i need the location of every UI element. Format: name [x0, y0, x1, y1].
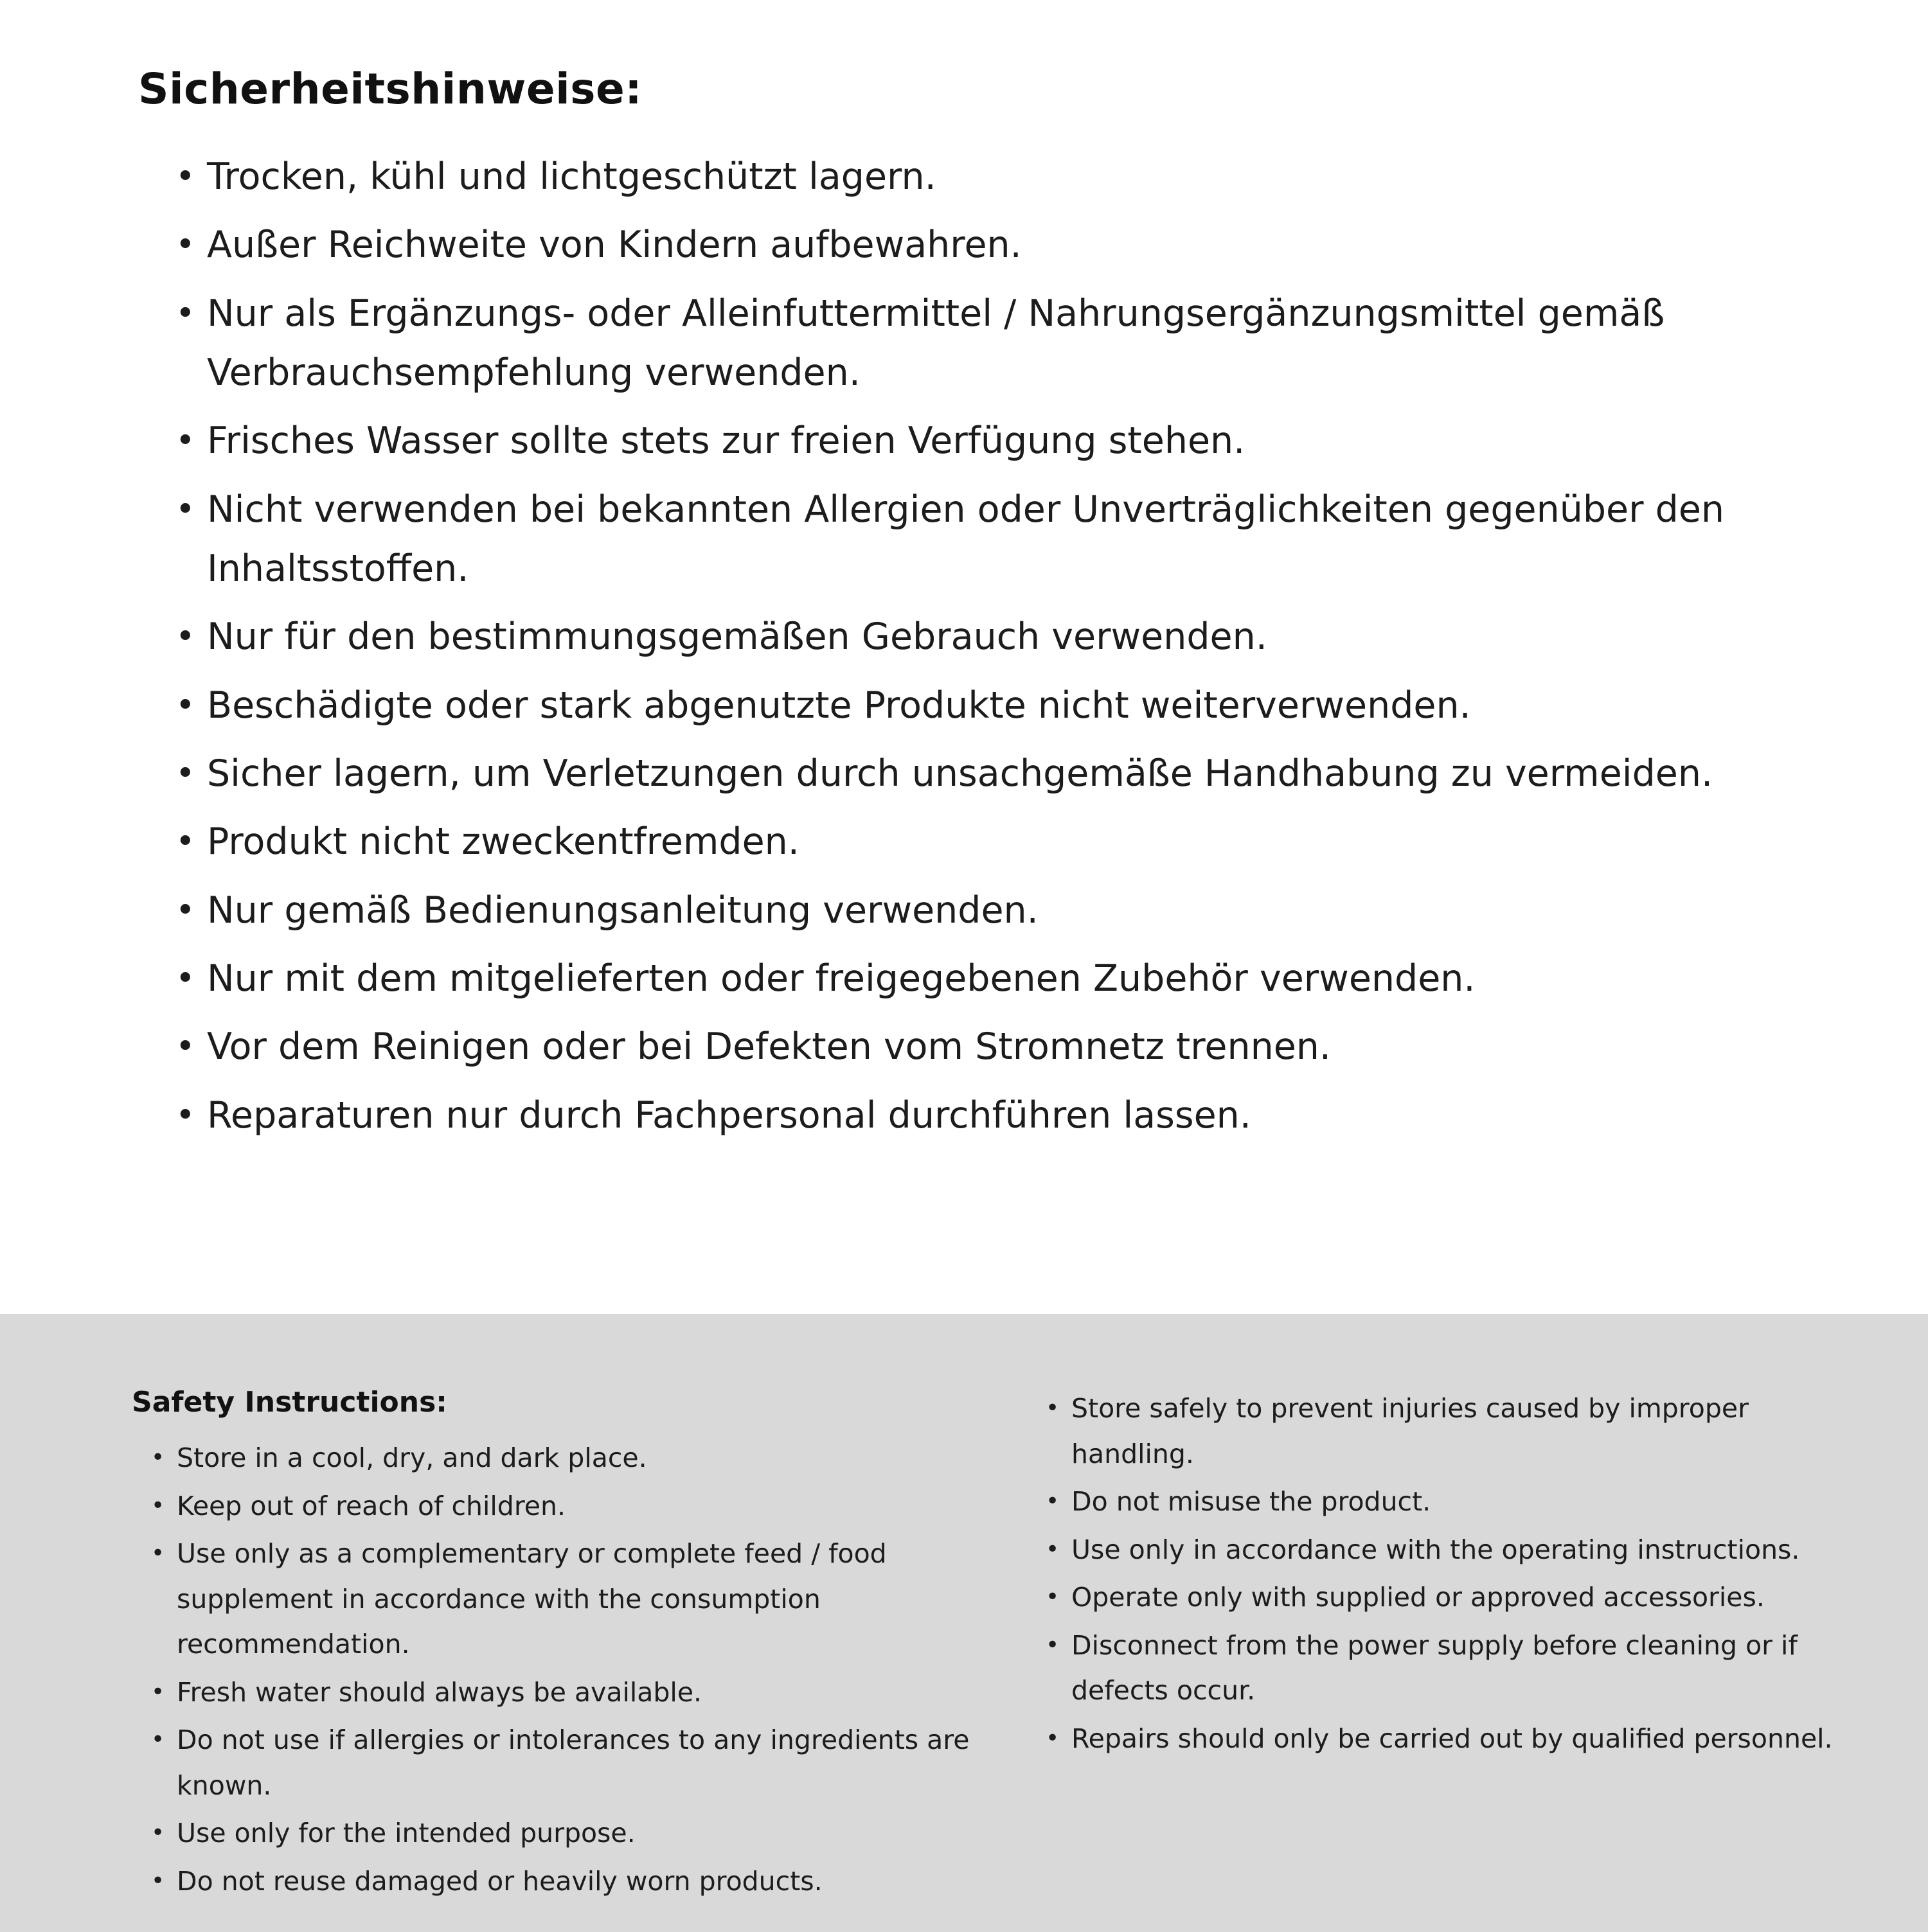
list-item: • Nur für den bestimmungsgemäßen Gebrauch verwenden.	[138, 607, 1812, 666]
list-item: • Reparaturen nur durch Fachpersonal durchführen lassen.	[138, 1086, 1812, 1145]
list-item: • Vor dem Reinigen oder bei Defekten vom Stromnetz trennen.	[138, 1017, 1812, 1076]
list-item: • Außer Reichweite von Kindern aufbewahren.	[138, 215, 1812, 274]
list-item: • Use only for the intended purpose.	[150, 1811, 1012, 1856]
list-item: • Repairs should only be carried out by qualified personnel.	[1044, 1716, 1861, 1762]
english-safety-list-left	[132, 1435, 1012, 1904]
english-heading: Safety Instructions:	[132, 1386, 447, 1419]
list-item: • Use only as a complementary or complete feed / food supplement in accordance with the consumption recommendation.	[150, 1531, 1012, 1667]
list-item: • Nur als Ergänzungs- oder Alleinfuttermittel / Nahrungsergänzungsmittel gemäß Verbrauchsempfehlung verwenden.	[138, 284, 1812, 403]
list-item: • Store safely to prevent injuries caused by improper handling.	[1044, 1386, 1861, 1476]
list-item: • Produkt nicht zweckentfremden.	[138, 812, 1812, 871]
list-item: • Fresh water should always be available.	[150, 1670, 1012, 1715]
list-item: • Do not reuse damaged or heavily worn products.	[150, 1859, 1012, 1904]
english-safety-list-right	[1044, 1386, 1861, 1761]
german-heading: Sicherheitshinweise:	[138, 64, 643, 114]
list-item: • Frisches Wasser sollte stets zur freien Verfügung stehen.	[138, 411, 1812, 470]
list-item: • Use only in accordance with the operating instructions.	[1044, 1527, 1861, 1573]
list-item: • Store in a cool, dry, and dark place.	[150, 1435, 1012, 1481]
list-item: • Operate only with supplied or approved accessories.	[1044, 1575, 1861, 1620]
list-item: • Nur mit dem mitgelieferten oder freigegebenen Zubehör verwenden.	[138, 949, 1812, 1008]
list-item: • Do not misuse the product.	[1044, 1479, 1861, 1525]
list-item: • Disconnect from the power supply before cleaning or if defects occur.	[1044, 1623, 1861, 1714]
list-item: • Nicht verwenden bei bekannten Allergien oder Unverträglichkeiten gegenüber den Inhaltsstoffen.	[138, 480, 1812, 599]
list-item: • Trocken, kühl und lichtgeschützt lagern.	[138, 147, 1812, 206]
german-safety-list	[138, 147, 1812, 1145]
english-right-column	[1044, 1386, 1861, 1764]
list-item: • Keep out of reach of children.	[150, 1484, 1012, 1529]
english-safety-section	[0, 1314, 1928, 1932]
list-item: • Nur gemäß Bedienungsanleitung verwenden.	[138, 881, 1812, 940]
english-left-column	[132, 1386, 1012, 1906]
list-item: • Do not use if allergies or intolerances to any ingredients are known.	[150, 1717, 1012, 1808]
list-item: • Sicher lagern, um Verletzungen durch unsachgemäße Handhabung zu vermeiden.	[138, 744, 1812, 803]
list-item: • Beschädigte oder stark abgenutzte Produkte nicht weiterverwenden.	[138, 676, 1812, 735]
